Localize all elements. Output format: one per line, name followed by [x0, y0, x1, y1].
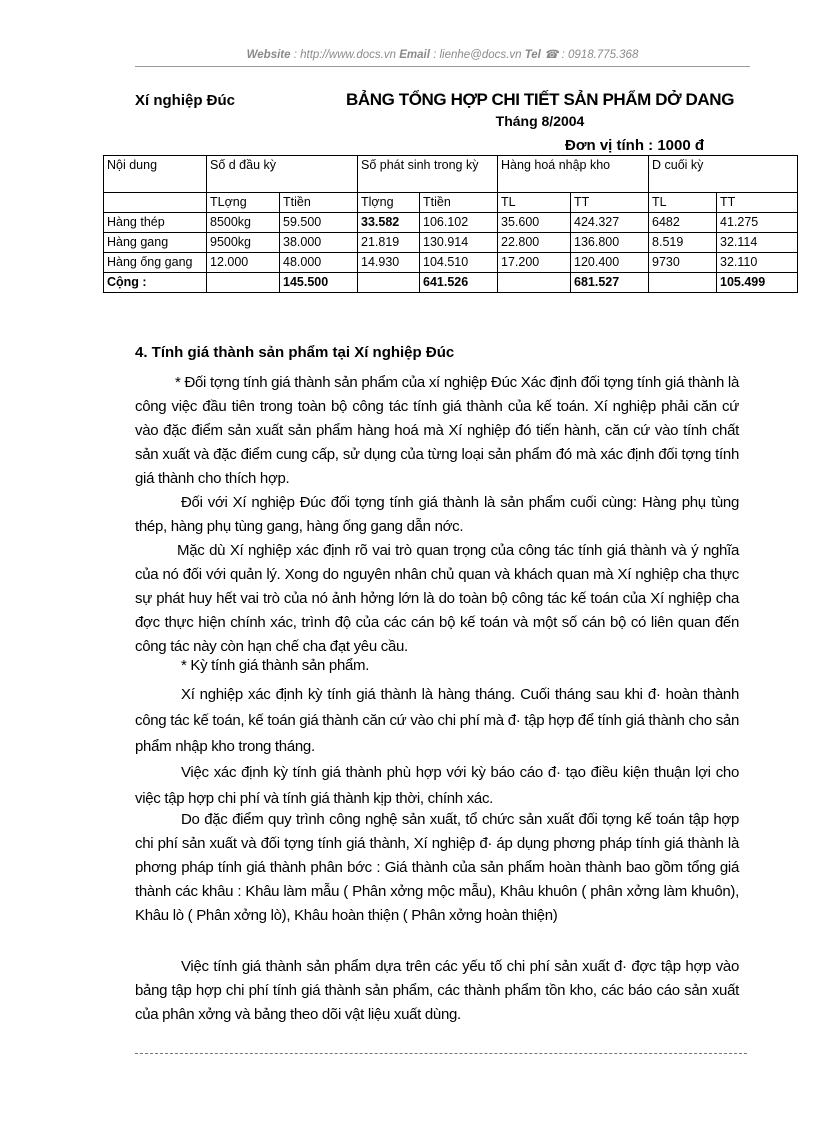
table-subheader-row [104, 193, 798, 213]
subheader-cell: TT [571, 193, 649, 213]
table-cell [358, 273, 420, 293]
website-url[interactable]: : http://www.docs.vn [293, 49, 396, 61]
subheader-cell: Ttiền [420, 193, 498, 213]
tel-label: Tel [524, 49, 541, 61]
table-cell: 32.114 [717, 233, 798, 253]
table-cell [104, 193, 207, 213]
paragraph: Đối với Xí nghiệp Đúc đối tợng tính giá thành là sản phẩm cuối cùng: Hàng phụ tùng thép, hàng phụ tùng gang, hàng ống gang dẫn nớc. [135, 494, 739, 535]
table-cell: 35.600 [498, 213, 571, 233]
table-cell: 14.930 [358, 253, 420, 273]
subheader-cell: TL [649, 193, 717, 213]
row-label: Hàng gang [104, 233, 207, 253]
table-cell: 681.527 [571, 273, 649, 293]
table-cell: 22.800 [498, 233, 571, 253]
header-arising: Số phát sinh trong kỳ [358, 156, 498, 193]
table-cell [498, 273, 571, 293]
table-cell: 41.275 [717, 213, 798, 233]
table-cell: 105.499 [717, 273, 798, 293]
paragraph: Mặc dù Xí nghiệp xác định rõ vai trò quan trọng của công tác tính giá thành và ý nghĩa của nó đối với quản lý. Xong do nguyên nhân chủ quan và khách quan mà Xí nghiệp cha thực sự phát huy hết vai trò của nó ảnh hởng lớn là do toàn bộ công tác kế toán của Xí nghiệp cha đợc thực hiện chính xác, trình độ của các cán bộ kế toán và một số cán bộ có liên quan đến công tác này còn hạn chế cha đạt yêu cầu. [135, 542, 739, 655]
table-cell: 145.500 [280, 273, 358, 293]
subheader-cell: TT [717, 193, 798, 213]
tel-number: ☎ : 0918.775.368 [544, 49, 639, 61]
table-cell: 8.519 [649, 233, 717, 253]
paragraph: * Kỳ tính giá thành sản phẩm. [181, 657, 370, 674]
table-cell: 8500kg [207, 213, 280, 233]
table-cell: 6482 [649, 213, 717, 233]
website-label: Website [246, 49, 291, 61]
row-label: Hàng ống gang [104, 253, 207, 273]
summary-table [103, 155, 798, 293]
table-cell: 120.400 [571, 253, 649, 273]
section-heading: 4. Tính giá thành sản phẩm tại Xí nghiệp Đúc [135, 344, 455, 361]
table-cell: 12.000 [207, 253, 280, 273]
table-cell: 33.582 [358, 213, 420, 233]
header-closing-balance: D cuối kỳ [649, 156, 798, 193]
table-cell: 9730 [649, 253, 717, 273]
subheader-cell: Ttiền [280, 193, 358, 213]
table-cell: 424.327 [571, 213, 649, 233]
table-cell: 48.000 [280, 253, 358, 273]
header-warehouse-receipt: Hàng hoá nhập kho [498, 156, 649, 193]
table-cell: 32.110 [717, 253, 798, 273]
row-label: Hàng thép [104, 213, 207, 233]
table-cell: 136.800 [571, 233, 649, 253]
table-cell: 130.914 [420, 233, 498, 253]
paragraph: Do đặc điểm quy trình công nghệ sản xuất, tổ chức sản xuất đối tợng kế toán tập hợp chi phí sản xuất và đối tợng tính giá thành, Xí nghiệp đ· áp dụng phơng pháp tính giá thành là phơng pháp tính giá thành phân bớc : Giá thành của sản phẩm hoàn thành bao gồm tổng giá thành các khâu : Khâu làm mẫu ( Phân xởng mộc mẫu), Khâu khuôn ( phân xởng làm khuôn), Khâu lò ( Phân xởng lò), Khâu hoàn thiện ( Phân xởng hoàn thiện) [135, 811, 739, 924]
paragraph: Việc xác định kỳ tính giá thành phù hợp với kỳ báo cáo đ· tạo điều kiện thuận lợi cho việc tập hợp chi phí và tính giá thành kịp thời, chính xác. [135, 764, 739, 807]
header-content: Nội dung [104, 156, 207, 193]
header-opening-balance: Số d đầu kỳ [207, 156, 358, 193]
table-title: BẢNG TỔNG HỢP CHI TIẾT SẢN PHẨM DỞ DANG [345, 90, 735, 109]
page-header [135, 47, 750, 61]
table-row [104, 233, 798, 253]
paragraph: * Đối tợng tính giá thành sản phẩm của xí nghiệp Đúc Xác định đối tợng tính giá thành là công việc đầu tiên trong toàn bộ công tác tính giá thành của kế toán. Xí nghiệp phải căn cứ vào đặc điểm sản xuất sản phẩm hàng hoá mà Xí nghiệp đó tiến hành, căn cứ vào tính chất sản xuất và đặc điểm cung cấp, sử dụng của từng loại sản phẩm đó mà xác định đối tợng tính giá thành cho thích hợp. [135, 374, 739, 487]
subheader-cell: Tlợng [358, 193, 420, 213]
table-row [104, 253, 798, 273]
table-cell: 59.500 [280, 213, 358, 233]
total-label: Cộng : [104, 273, 207, 293]
paragraph: Xí nghiệp xác định kỳ tính giá thành là hàng tháng. Cuối tháng sau khi đ· hoàn thành công tác kế toán, kế toán giá thành căn cứ vào chi phí mà đ· tập hợp để tính giá thành cho sản phẩm nhập kho trong tháng. [135, 686, 739, 755]
unit-label: Đơn vị tính : 1000 đ [565, 137, 705, 154]
subheader-cell: TL [498, 193, 571, 213]
table-cell: 38.000 [280, 233, 358, 253]
table-header-row [104, 156, 798, 193]
paragraph: Việc tính giá thành sản phẩm dựa trên các yếu tố chi phí sản xuất đ· đợc tập hợp vào bảng tập hợp chi phí tính giá thành sản phẩm, các thành phẩm tồn kho, các báo cáo sản xuất của phân xởng và bảng theo dõi vật liệu xuất dùng. [135, 958, 739, 1023]
table-cell: 106.102 [420, 213, 498, 233]
subheader-cell: TLợng [207, 193, 280, 213]
table-cell: 104.510 [420, 253, 498, 273]
table-cell: 641.526 [420, 273, 498, 293]
table-cell: 17.200 [498, 253, 571, 273]
table-cell [649, 273, 717, 293]
table-cell: 21.819 [358, 233, 420, 253]
table-cell: 9500kg [207, 233, 280, 253]
table-cell [207, 273, 280, 293]
email-label: Email [399, 49, 430, 61]
table-total-row [104, 273, 798, 293]
header-divider [135, 66, 750, 67]
company-name: Xí nghiệp Đúc [135, 92, 236, 109]
email-address[interactable]: : lienhe@docs.vn [433, 49, 522, 61]
table-subtitle: Tháng 8/2004 [495, 113, 585, 129]
table-row [104, 213, 798, 233]
footer-divider [135, 1053, 747, 1054]
